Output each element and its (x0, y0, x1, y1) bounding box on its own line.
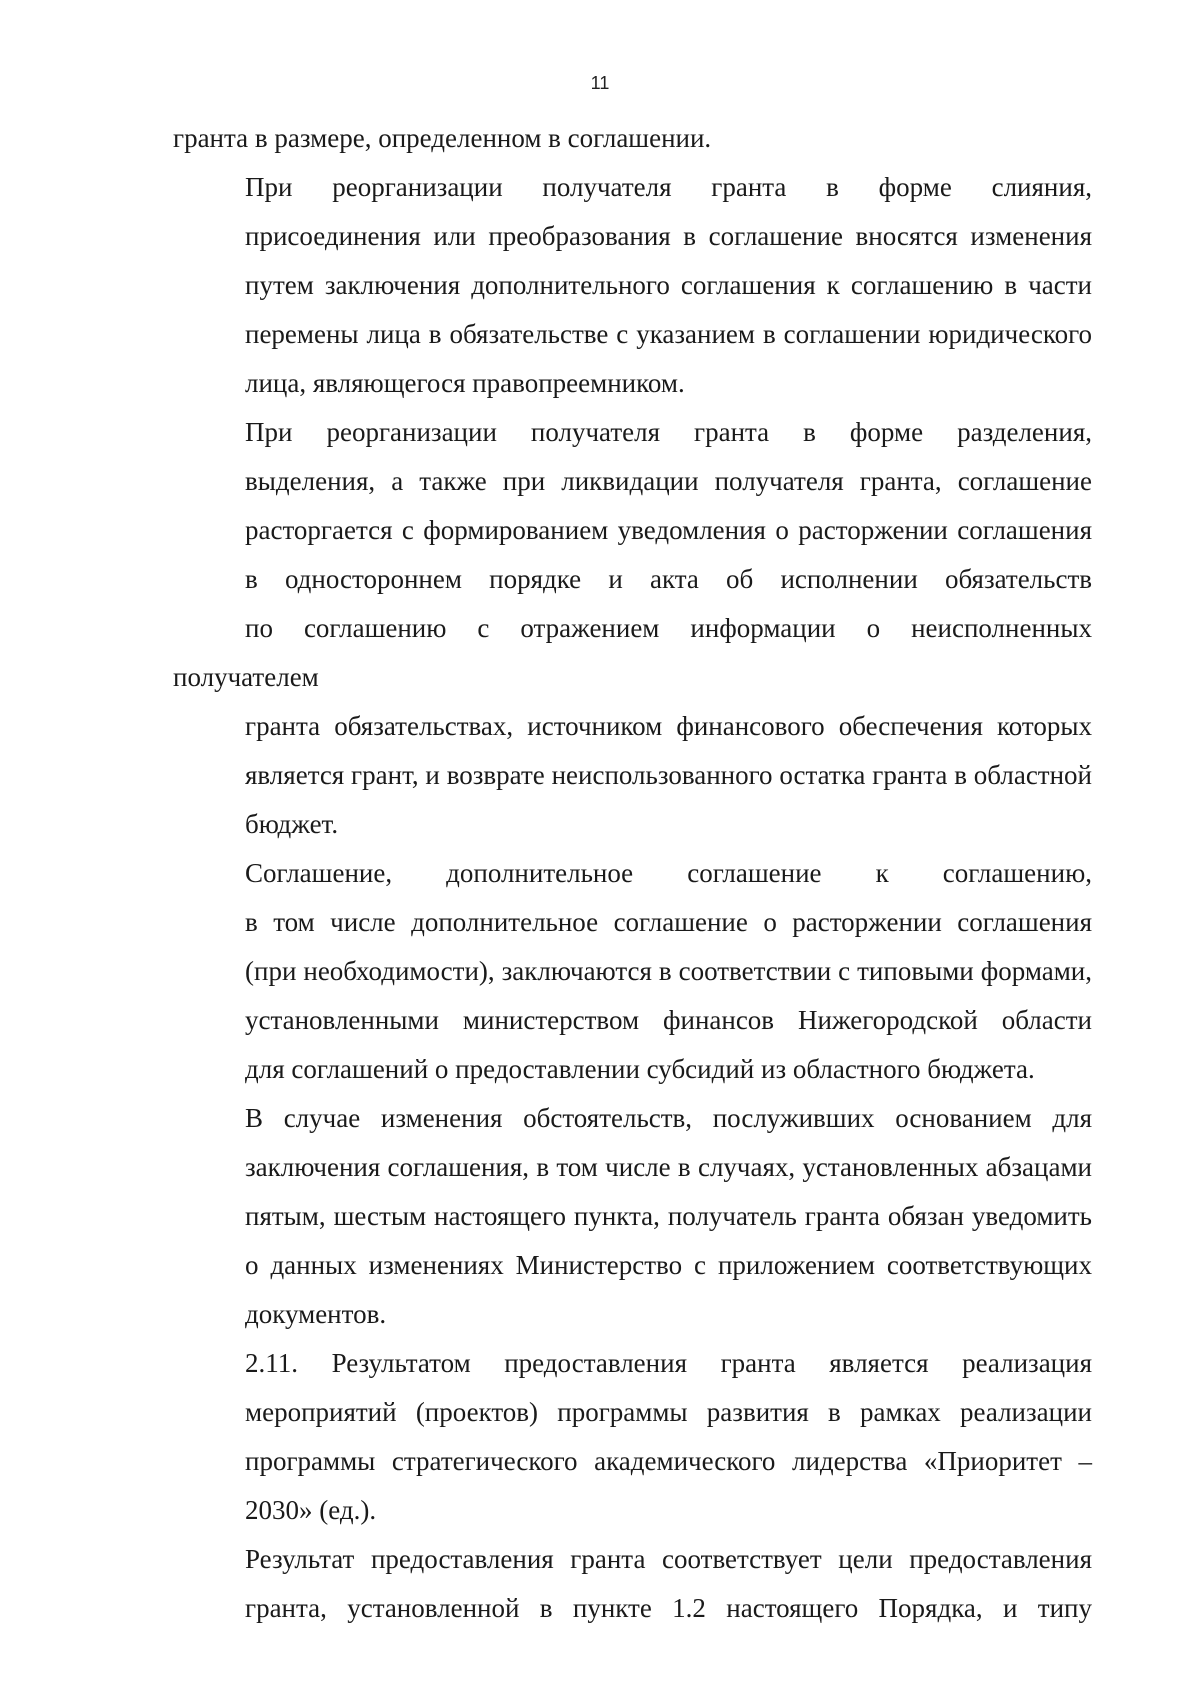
text-line: гранта в размере, определенном в соглашении. (173, 123, 712, 153)
text-line: по соглашению с отражением информации о неисполненных получателем (173, 613, 1092, 692)
text-line: для соглашений о предоставлении субсидий из областного бюджета. (245, 1054, 1035, 1084)
text-line: заключения соглашения, в том числе в случаях, установленных абзацами (245, 1152, 1092, 1182)
text-line: 2030» (ед.). (245, 1495, 377, 1525)
paragraph (173, 114, 1092, 163)
text-line: Результат предоставления гранта соответствует цели предоставления (245, 1544, 1092, 1574)
text-line: мероприятий (проектов) программы развития в рамках реализации (245, 1397, 1092, 1427)
paragraph (173, 408, 1092, 849)
text-line: в одностороннем порядке и акта об исполнении обязательств (245, 564, 1092, 594)
text-line: гранта обязательствах, источником финансового обеспечения которых (245, 711, 1092, 741)
text-line: (при необходимости), заключаются в соответствии с типовыми формами, (245, 956, 1092, 986)
text-line: присоединения или преобразования в соглашение вносятся изменения (245, 221, 1092, 251)
text-line: пятым, шестым настоящего пункта, получатель гранта обязан уведомить (245, 1201, 1092, 1231)
text-line: В случае изменения обстоятельств, послуживших основанием для (245, 1103, 1092, 1133)
text-line: 2.11. Результатом предоставления гранта является реализация (245, 1348, 1092, 1378)
text-line: При реорганизации получателя гранта в форме разделения, (245, 417, 1092, 447)
paragraph (173, 1339, 1092, 1535)
text-line: Соглашение, дополнительное соглашение к соглашению, (245, 858, 1092, 888)
text-line: является грант, и возврате неиспользованного остатка гранта в областной (245, 760, 1092, 790)
text-line: расторгается с формированием уведомления о расторжении соглашения (245, 515, 1092, 545)
text-line: лица, являющегося правопреемником. (245, 368, 685, 398)
text-line: гранта, установленной в пункте 1.2 настоящего Порядка, и типу (245, 1593, 1092, 1623)
document-body (173, 114, 1092, 1633)
page-number: 11 (590, 73, 610, 93)
paragraph (173, 1094, 1092, 1339)
text-line: выделения, а также при ликвидации получателя гранта, соглашение (245, 466, 1092, 496)
text-line: о данных изменениях Министерство с приложением соответствующих (245, 1250, 1092, 1280)
text-line: программы стратегического академического лидерства «Приоритет – (245, 1446, 1092, 1476)
text-line: в том числе дополнительное соглашение о расторжении соглашения (245, 907, 1092, 937)
text-line: документов. (245, 1299, 387, 1329)
paragraph (173, 163, 1092, 408)
text-line: бюджет. (245, 809, 339, 839)
text-line: установленными министерством финансов Нижегородской области (245, 1005, 1092, 1035)
text-line: перемены лица в обязательстве с указанием в соглашении юридического (245, 319, 1092, 349)
text-line: путем заключения дополнительного соглашения к соглашению в части (245, 270, 1092, 300)
text-line: При реорганизации получателя гранта в форме слияния, (245, 172, 1092, 202)
paragraph (173, 849, 1092, 1094)
paragraph (173, 1535, 1092, 1633)
